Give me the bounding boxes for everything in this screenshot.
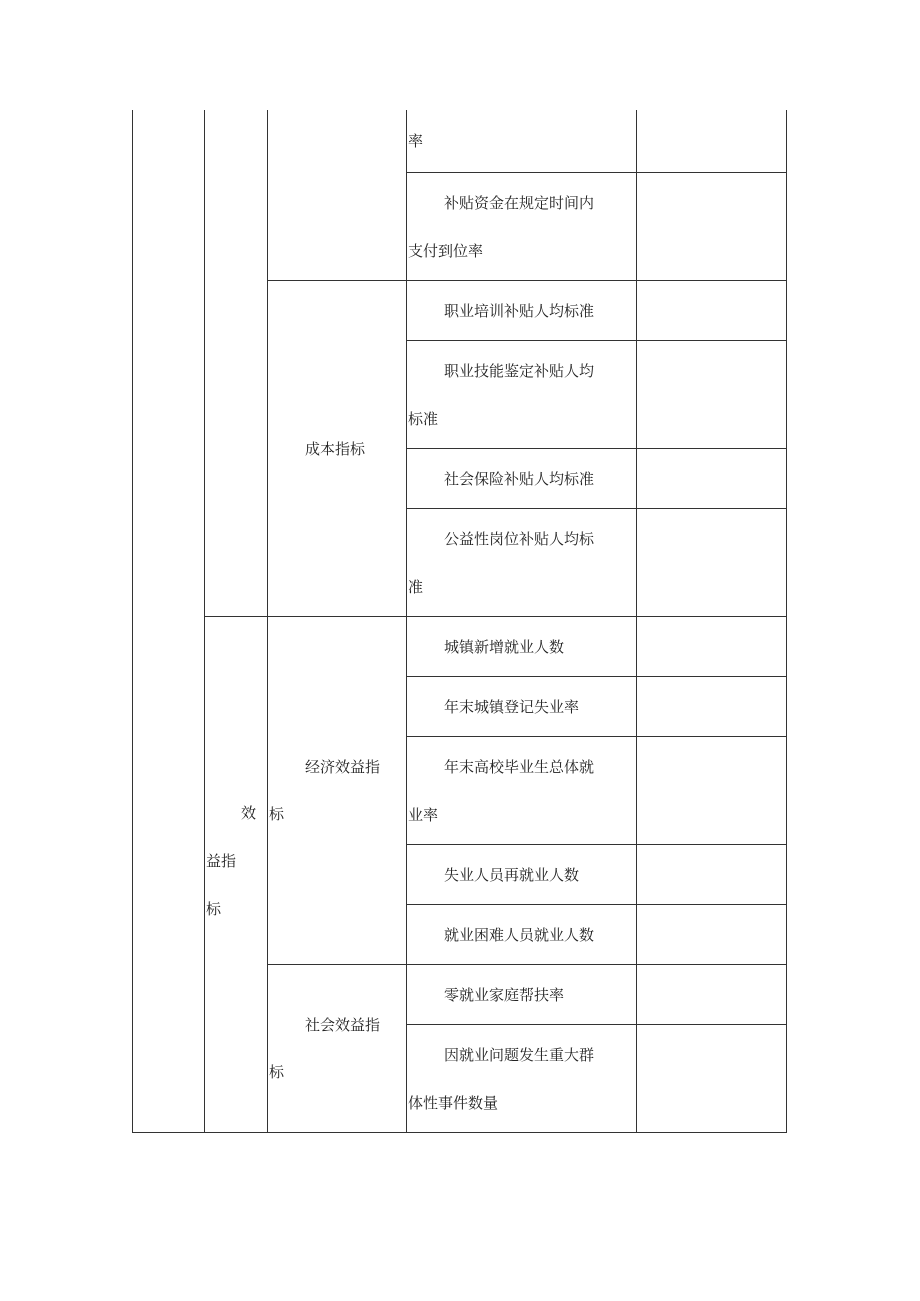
benefit-indicator-line2: 益指 xyxy=(206,852,237,870)
indicator-text: 就业困难人员就业人数 xyxy=(444,926,595,944)
row-divider xyxy=(406,904,787,905)
indicator-text: 因就业问题发生重大群 xyxy=(444,1046,595,1064)
row-divider xyxy=(406,676,787,677)
indicator-text: 城镇新增就业人数 xyxy=(444,638,565,656)
row-divider xyxy=(406,844,787,845)
row-divider xyxy=(406,340,787,341)
indicator-text: 职业技能鉴定补贴人均 xyxy=(444,362,595,380)
social-indicator-line1: 社会效益指 xyxy=(305,1016,381,1034)
indicator-text-cont: 业率 xyxy=(408,806,439,824)
column-divider-d xyxy=(636,110,637,1133)
row-divider xyxy=(406,172,787,173)
benefit-indicator-line3: 标 xyxy=(206,900,222,918)
table-right-border xyxy=(786,110,787,1133)
indicator-text: 率 xyxy=(408,132,424,150)
column-divider-a xyxy=(204,110,205,1133)
indicator-text: 零就业家庭帮扶率 xyxy=(444,986,565,1004)
indicator-text-cont: 标准 xyxy=(408,410,439,428)
row-divider xyxy=(406,448,787,449)
table-left-border xyxy=(132,110,133,1133)
indicator-text: 年末高校毕业生总体就 xyxy=(444,758,595,776)
indicator-text: 公益性岗位补贴人均标 xyxy=(444,530,595,548)
row-divider xyxy=(406,1024,787,1025)
indicator-text-cont: 支付到位率 xyxy=(408,242,484,260)
social-indicator-line2: 标 xyxy=(269,1063,285,1081)
row-divider xyxy=(267,280,787,281)
indicator-text-cont: 准 xyxy=(408,578,424,596)
row-divider xyxy=(406,508,787,509)
indicator-text: 失业人员再就业人数 xyxy=(444,866,580,884)
table-bottom-border xyxy=(132,1132,787,1133)
economic-indicator-line1: 经济效益指 xyxy=(305,758,381,776)
row-divider xyxy=(406,736,787,737)
column-divider-c xyxy=(406,110,407,1133)
indicator-text: 职业培训补贴人均标准 xyxy=(444,302,595,320)
indicator-text: 补贴资金在规定时间内 xyxy=(444,194,595,212)
indicator-text-cont: 体性事件数量 xyxy=(408,1094,499,1112)
column-divider-b xyxy=(267,110,268,1133)
economic-indicator-line2: 标 xyxy=(269,805,285,823)
row-divider xyxy=(204,616,787,617)
indicator-text: 社会保险补贴人均标准 xyxy=(444,470,595,488)
benefit-indicator-line1: 效 xyxy=(241,804,257,822)
row-divider xyxy=(267,964,787,965)
cost-indicator-label: 成本指标 xyxy=(305,440,366,458)
indicator-text: 年末城镇登记失业率 xyxy=(444,698,580,716)
